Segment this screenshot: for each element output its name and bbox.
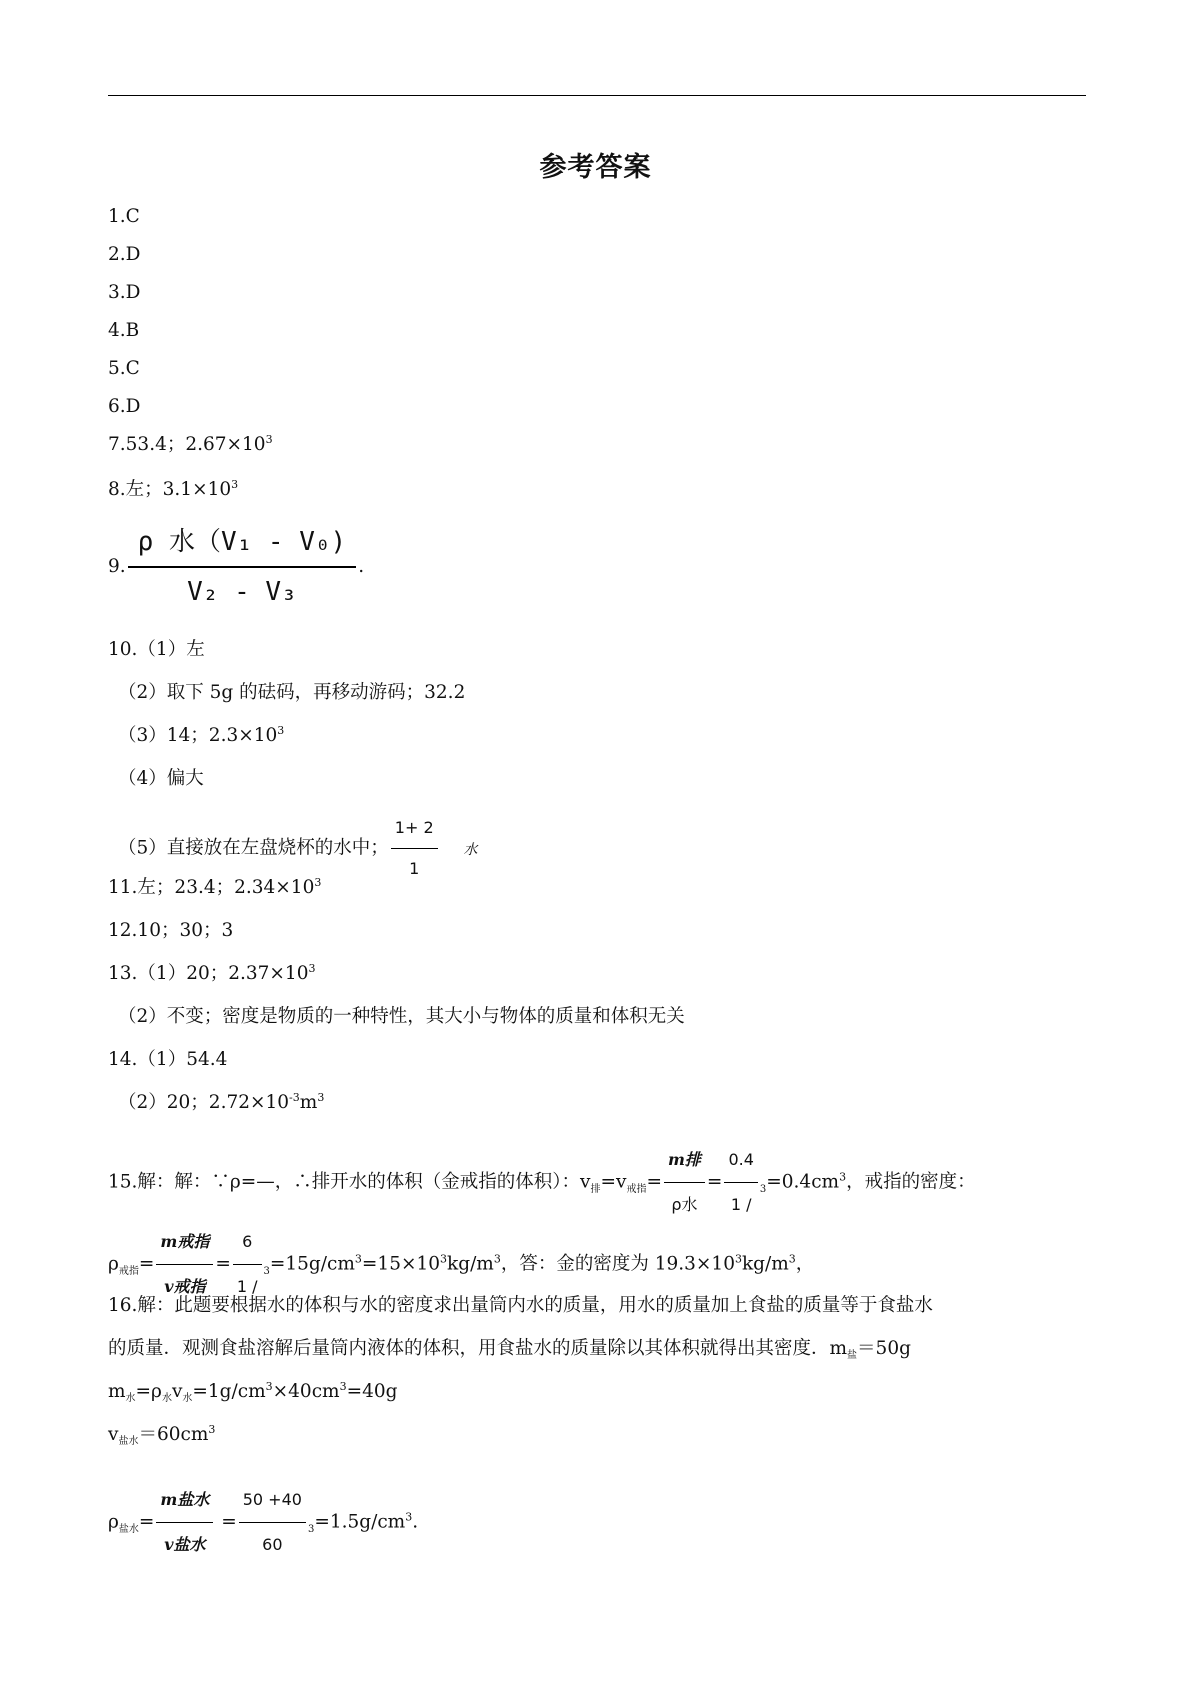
exponent: 3 [354,1252,362,1266]
exponent: 3 [314,875,322,889]
answer-15-text-f: ，答：金的密度为 19.3×10 [500,1253,735,1275]
exponent: 3 [788,1252,796,1266]
answer-10-5-text: （5）直接放在左盘烧杯的水中； [118,837,389,859]
answer-16-text-b: ＝50g [857,1338,911,1359]
fraction-numerator: 1+ 2 [391,808,438,849]
answer-9-end: . [358,556,365,577]
fraction-numerator: ρ 水（V₁ - V₀) [128,522,357,568]
superscript: 3 [307,1523,315,1535]
answer-16-text-c: =1.5g/cm [314,1511,406,1533]
fraction-numerator: 6 [233,1220,262,1265]
answer-9 [108,522,364,612]
answer-10-5-fraction [391,808,438,889]
answer-9-fraction [128,522,357,612]
answer-15-text-d: =0.4cm [766,1171,840,1193]
subscript: 戒指 [626,1183,647,1195]
answer-11-text: 11.左；23.4；2.34×10 [108,877,315,898]
answer-14-2 [118,1091,324,1115]
subscript: 水 [161,1393,172,1404]
answer-16-line-3 [108,1380,398,1407]
answer-16-line-4 [108,1423,215,1450]
answer-10-3-text: （3）14；2.3×10 [118,725,278,746]
answer-13-1 [108,962,315,986]
answer-10-1: 10.（1）左 [108,639,205,660]
answer-15-text-h: ， [795,1253,815,1275]
exponent: -3 [289,1090,300,1104]
answer-14-1: 14.（1）54.4 [108,1049,228,1070]
subscript: 水 [125,1393,136,1404]
answer-12: 12.10；30；3 [108,920,234,941]
answer-15-text-a: 15.解：解：∵ρ=—，∴排开水的体积（金戒指的体积）：v [108,1171,591,1193]
answer-9-label: 9. [108,556,126,577]
subscript: 盐 [847,1350,858,1361]
answer-14-2-text: （2）20；2.72×10 [118,1092,290,1113]
answer-1: 1.C [108,206,140,227]
answer-16-fraction-1 [156,1478,213,1567]
answer-16-v2: v [108,1424,119,1445]
exponent: 3 [277,723,285,737]
answer-15-fraction-1 [664,1138,705,1227]
answer-13-1-text: 13.（1）20；2.37×10 [108,963,309,984]
fraction-numerator: m排 [664,1138,705,1183]
exponent: 3 [208,1422,216,1436]
answer-16-text-e: ×40cm [272,1381,340,1402]
exponent: 3 [839,1170,847,1184]
superscript: 3 [263,1265,270,1277]
fraction-denominator: V₂ - V₃ [187,577,297,607]
answer-7-text: 7.53.4；2.67×10 [108,434,266,455]
answer-16-rho: =ρ [135,1381,162,1402]
superscript: 3 [759,1183,767,1195]
answer-16-text-d: =1g/cm [192,1381,266,1402]
answer-5: 5.C [108,358,140,379]
answer-16-m: m [108,1381,126,1402]
exponent: 3 [265,432,273,446]
answer-13-2: （2）不变；密度是物质的一种特性，其大小与物体的质量和体积无关 [118,1006,685,1027]
header-rule [108,95,1086,96]
answer-16-text-f: =40g [346,1381,398,1402]
answer-15-text-g: kg/m [741,1253,789,1275]
answer-11 [108,876,321,900]
fraction-denominator: 1 / [236,1277,258,1296]
answer-15-rho: ρ [108,1253,119,1275]
answer-16-line-1: 16.解：此题要根据水的体积与水的密度求出量筒内水的质量，用水的质量加上食盐的质量等于食盐水 [108,1295,933,1316]
answer-16-fraction-2 [239,1478,306,1567]
answer-16-text-d: . [412,1511,419,1533]
answer-16-line-5: $\rho_{盐水}=$ $\frac{\text{m盐水}}{\text{v盐水}}$ = $\frac{50 +40}{60}$ $_3=1.5g/cm^3$. [108,1478,418,1567]
exponent: 3 [317,1090,325,1104]
exponent: 3 [265,1379,273,1393]
answer-3: 3.D [108,282,141,303]
fraction-numerator: 50 +40 [239,1478,306,1523]
answer-2: 2.D [108,244,141,265]
fraction-denominator: ρ水 [671,1195,698,1214]
answer-7 [108,433,273,457]
answer-4: 4.B [108,320,140,341]
answer-15-text-e: kg/m [447,1253,494,1275]
fraction-denominator: 1 / [730,1195,752,1214]
fraction-denominator: 1 [409,859,420,878]
answer-16-text-a: 的质量．观测食盐溶解后量筒内液体的体积，用食盐水的质量除以其体积就得出其密度．m [108,1338,848,1359]
answer-15-text-e: ，戒指的密度： [846,1171,976,1193]
answer-16-text-b2: ＝60cm [138,1424,209,1445]
exponent: 3 [231,477,239,491]
answer-15-text-b: =v [600,1171,627,1193]
exponent: 3 [440,1252,448,1266]
answer-8 [108,478,238,502]
answer-10-5-subscript: 水 [463,841,478,858]
answer-15-fraction-2 [724,1138,757,1227]
answer-16-v: v [171,1381,183,1402]
answer-15-line-2: $\rho_{戒指}=$ $\frac{\text{m戒指}}{\text{v戒指}}$ = $\frac{6}{1 /}$ $_3=15g/cm^3=15\times 10^3kg/m^3$，答：金的密度为 $19.3\times 10^3kg/m^3$， [108,1220,814,1309]
fraction-denominator: v盐水 [164,1535,206,1554]
answer-15-line-1: 15.解：解：∵ρ=—，∴排开水的体积（金戒指的体积）：$v_排=v_{戒指}=$ $\frac{\text{m排}}{\text{ρ水}}$ = $\frac{0.4}{1 /}$ $_3=0.4cm^3$，戒指的密度： [108,1138,976,1227]
subscript: 水 [182,1393,193,1404]
answer-15-text-c: =15g/cm [269,1253,355,1275]
answer-16-rho2: ρ [108,1511,119,1533]
answer-10-2: （2）取下 5g 的砝码，再移动游码；32.2 [118,682,466,703]
fraction-numerator: 0.4 [724,1138,757,1183]
exponent: 3 [734,1252,742,1266]
fraction-denominator: v戒指 [164,1277,206,1296]
answer-8-text: 8.左；3.1×10 [108,479,232,500]
page-title: 参考答案 [539,152,652,183]
answer-15-text-d: =15×10 [361,1253,441,1275]
fraction-numerator: m戒指 [156,1220,213,1265]
answer-10-4: （4）偏大 [118,768,204,789]
answer-6: 6.D [108,396,141,417]
subscript: 排 [590,1183,601,1195]
answer-10-3 [118,724,284,748]
fraction-numerator: m盐水 [156,1478,213,1523]
unit: m [299,1092,318,1113]
subscript: 盐水 [118,1436,139,1447]
exponent: 3 [405,1510,413,1524]
answer-16-line-2 [108,1337,911,1364]
subscript: 盐水 [118,1523,139,1535]
exponent: 3 [308,961,316,975]
exponent: 3 [339,1379,347,1393]
subscript: 戒指 [118,1265,139,1277]
fraction-denominator: 60 [262,1535,283,1554]
exponent: 3 [493,1252,501,1266]
